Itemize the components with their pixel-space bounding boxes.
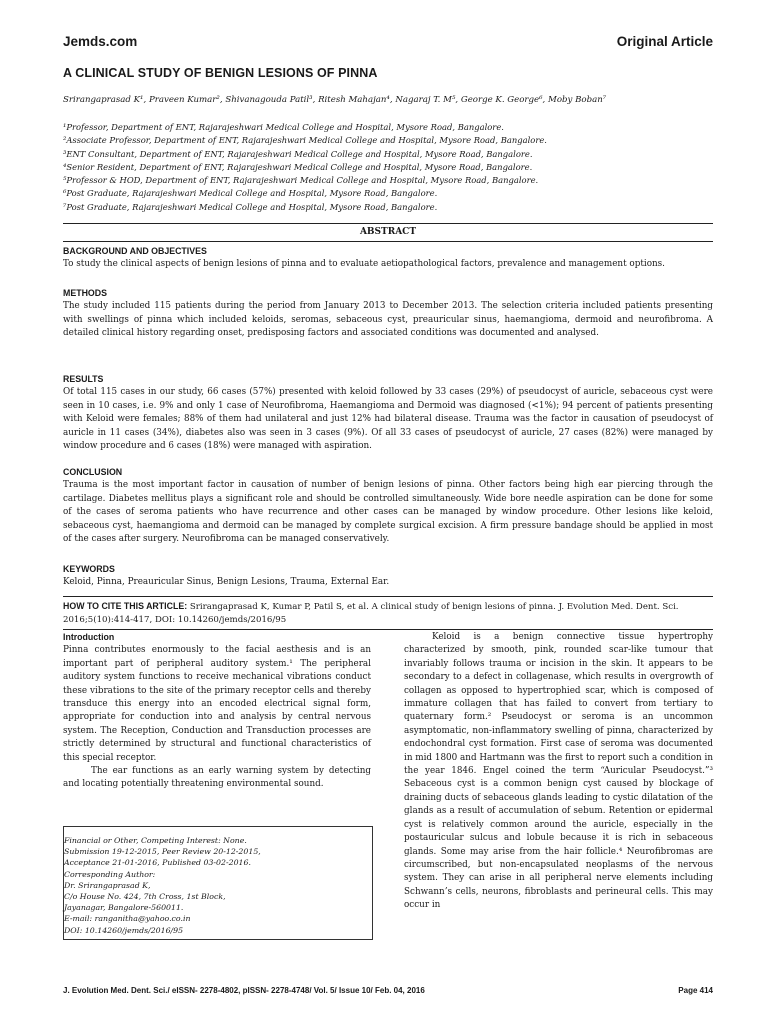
author-list: Srirangaprasad K¹, Praveen Kumar², Shivanagouda Patil³, Ritesh Mahajan⁴, Nagaraj T. M⁵, George K. George⁶, Moby Boban⁷ (63, 95, 607, 105)
conclusion-heading: CONCLUSION (63, 467, 123, 477)
methods-heading: METHODS (63, 288, 107, 298)
background-text: To study the clinical aspects of benign lesions of pinna and to evaluate aetiopathological factors, prevalence and management options. (63, 259, 665, 270)
divider (63, 223, 713, 224)
affiliation: ¹Professor, Department of ENT, Rajarajeshwari Medical College and Hospital, Mysore Road, Bangalore. (63, 122, 504, 132)
affiliation: ⁶Post Graduate, Rajarajeshwari Medical College and Hospital, Mysore Road, Bangalore. (63, 188, 438, 199)
abstract-heading: ABSTRACT (359, 227, 417, 237)
citation-label: HOW TO CITE THIS ARTICLE: (63, 601, 188, 611)
affiliation: ⁴Senior Resident, Department of ENT, Rajarajeshwari Medical College and Hospital, Mysore Road, Bangalore. (63, 161, 533, 172)
page-header (63, 34, 713, 52)
methods-section (63, 287, 713, 341)
doi-line: DOI: 10.14260/jemds/2016/95 (64, 925, 184, 935)
journal-info: J. Evolution Med. Dent. Sci./ eISSN- 2278-4802, pISSN- 2278-4748/ Vol. 5/ Issue 10/ Feb. 04, 2016 (63, 986, 425, 995)
body-paragraph: Keloid is a benign connective tissue hypertrophy characterized by smooth, pink, rounded scar-like tumour that invariably follows trauma or incision in the skin. It appears to be secondary to a defect in collagenase, which results in overgrowth of collagen as opposed to hypertrophied scar, which is composed of immature collagen that has failed to convert from tertiary to quaternary form.² Pseudocyst or seroma is an uncommon asymptomatic, non-inflammatory swelling of pinna, characterized by endochondral cyst formation. First case of seroma was documented in mid 1800 and Hartmann was the first to report such a condition in the year 1846. Engel coined the term “Auricular Pseudocyst.”³ Sebaceous cyst is a common benign cyst caused by blockage of draining ducts of sebaceous glands leading to cystic dilatation of the glands as a result of accumulation of sebum. Retention or epidermal cyst is relatively common around the auricle, especially in the postauricular sulcus and lobule because it is rich in sebaceous glands. Some may arise from the hair follicle.⁴ Neurofibromas are circumscribed, but non-encapsulated neoplasms of the nervous system. They can arise in all peripheral nerve elements including Schwann’s cells, neurons, fibroblasts and perineural cells. This may occur in (404, 632, 713, 911)
corresponding-author-name: Dr. Srirangaprasad K, (64, 880, 151, 890)
divider (63, 241, 713, 242)
funding-statement: Financial or Other, Competing Interest: None. (64, 836, 247, 845)
affiliation: ³ENT Consultant, Department of ENT, Rajarajeshwari Medical College and Hospital, Mysore Road, Bangalore. (63, 148, 533, 159)
submission-dates: Submission 19-12-2015, Peer Review 20-12-2015, (64, 847, 261, 857)
intro-paragraph: The ear functions as an early warning system by detecting and locating potentially threatening environmental sound. (63, 766, 371, 790)
corresponding-author-label: Corresponding Author: (64, 869, 156, 879)
background-section (63, 245, 713, 272)
article-title: A CLINICAL STUDY OF BENIGN LESIONS OF PINNA (63, 66, 378, 80)
acceptance-dates: Acceptance 21-01-2016, Published 03-02-2016. (64, 858, 251, 868)
background-heading: BACKGROUND AND OBJECTIVES (63, 246, 207, 256)
email-line: E-mail: ranganitha@yahoo.co.in (64, 914, 191, 924)
article-info-box (63, 826, 373, 940)
keywords-section (63, 563, 713, 590)
journal-name: Jemds.com (63, 34, 138, 49)
results-section (63, 373, 713, 453)
citation (63, 600, 713, 628)
citation-text: Srirangaprasad K, Kumar P, Patil S, et al. A clinical study of benign lesions of pinna. J. Evolution Med. Dent. Sci. 2016;5(10):414-417, DOI: 10.14260/jemds/2016/95 (63, 602, 679, 626)
intro-paragraph: Pinna contributes enormously to the facial aesthesis and is an important part of peripheral auditory system.¹ The peripheral auditory system functions to receive mechanical vibrations conduct these vibrations to the site of the primary receptor cells and thereby transduce this energy into an encoded electrical signal form, appropriate for conduction into and analysis by central nervous system. The Reception, Conduction and Transduction processes are strictly determined by structural and functional characteristics of this special receptor. (63, 645, 371, 763)
right-column (404, 631, 713, 913)
keywords-heading: KEYWORDS (63, 564, 115, 574)
results-text: Of total 115 cases in our study, 66 cases (57%) presented with keloid followed by 33 cases (29%) of pseudocyst of auricle, sebaceous cyst were seen in 10 cases, i.e. 9% and only 1 case of Neurofibroma, Haemangioma and Dermoid was diagnosed (<1%); 94 percent of patients presenting with Keloid were females; 88% of them had unilateral and just 12% had bilateral disease. Trauma was the factor in causation of pseudocyst of auricle in 11 cases (34%), diabetes also was seen in 3 cases (9%). Of all 33 cases of pseudocyst of auricle, 27 cases (82%) were managed by window procedure and 6 cases (18%) were managed with aspiration. (63, 387, 713, 452)
divider (63, 596, 713, 597)
affiliation: ⁵Professor & HOD, Department of ENT, Rajarajeshwari Medical College and Hospital, Mysore Road, Bangalore. (63, 175, 539, 186)
article-type: Original Article (616, 34, 713, 49)
affiliations (63, 121, 713, 214)
article-page (63, 0, 713, 1024)
conclusion-text: Trauma is the most important factor in causation of number of benign lesions of pinna. Other factors being high ear piercing through the cartilage. Diabetes mellitus plays a significant role and should be controlled simultaneously. Wide bore needle aspiration can be done for some of the cases of seroma patients who have recurrence and other cases can be managed by window procedure. Other lesions like keloid, sebaceous cyst, haemangioma and dermoid can be managed by complete surgical excision. A firm pressure bandage should be applied in most of the cases after surgery. Neurofibroma can be managed conservatively. (63, 480, 713, 545)
results-heading: RESULTS (63, 374, 104, 384)
conclusion-section (63, 466, 713, 546)
divider (63, 629, 713, 630)
keywords-text: Keloid, Pinna, Preauricular Sinus, Benign Lesions, Trauma, External Ear. (63, 577, 390, 588)
introduction-heading: Introduction (63, 632, 115, 642)
left-column (63, 631, 371, 792)
affiliation: ²Associate Professor, Department of ENT, Rajarajeshwari Medical College and Hospital, Mysore Road, Bangalore. (63, 135, 547, 146)
address-line: Jayanagar, Bangalore-560011. (64, 903, 184, 913)
address-line: C/o House No. 424, 7th Cross, 1st Block, (64, 892, 226, 902)
page-number: Page 414 (678, 986, 713, 995)
affiliation: ⁷Post Graduate, Rajarajeshwari Medical College and Hospital, Mysore Road, Bangalore. (63, 201, 438, 212)
methods-text: The study included 115 patients during the period from January 2013 to December 2013. The selection criteria included patients presenting with swellings of pinna which included keloids, seromas, sebaceous cyst, preauricular sinus, haemangioma, dermoid and neurofibroma. A detailed clinical history regarding onset, predisposing factors and associated conditions was documented and analysed. (63, 301, 713, 339)
